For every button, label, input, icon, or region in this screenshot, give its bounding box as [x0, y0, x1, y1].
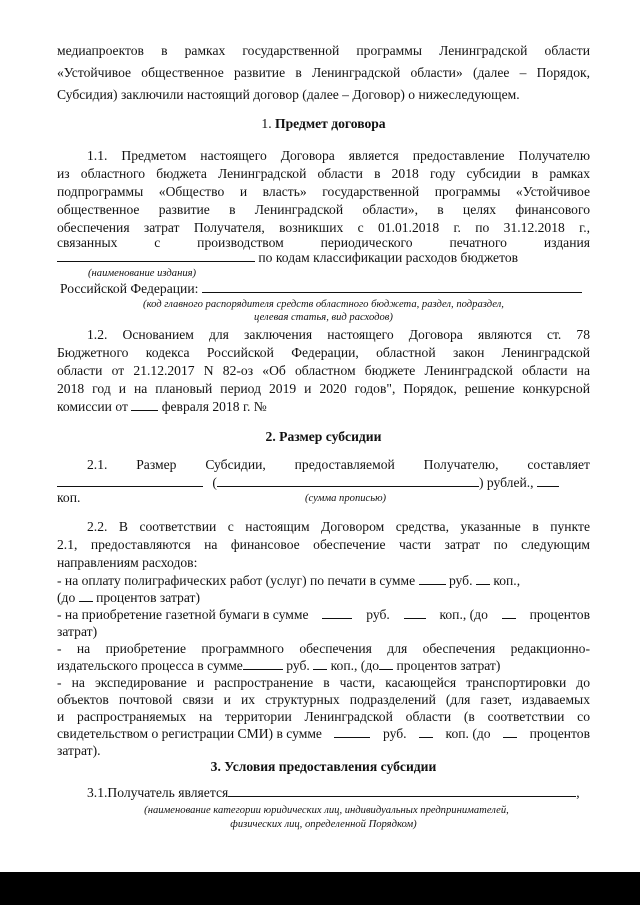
bullet-4-line-1: - на экспедирование и распространение в части, касающейся транспортировки до	[57, 675, 590, 690]
p21-line-1	[87, 456, 590, 473]
section-1-heading	[57, 115, 590, 132]
p11-line-6: связанных с производством периодического печатного издания	[57, 235, 590, 250]
sum-digits-blank[interactable]	[57, 474, 203, 487]
section-3-title: 3. Условия предоставления субсидии	[210, 759, 437, 774]
rf-prefix: Российской Федерации:	[60, 281, 199, 296]
b3-rub-blank[interactable]	[243, 657, 283, 670]
p31-line	[87, 784, 590, 801]
bullet-4-line-2: объектов почтовой связи и их структурных подразделений (для газет, издаваемых	[57, 692, 590, 707]
p12-line-2: Бюджетного кодекса Российской Федерации, областной закон Ленинградской	[57, 345, 590, 360]
scan-bottom-edge	[0, 872, 640, 905]
bullet-1-line-1	[57, 572, 590, 589]
b1-kop-blank[interactable]	[476, 572, 490, 585]
bullet-4-line-4	[57, 725, 590, 742]
note-codes-1: (код главного распорядителя средств областного бюджета, раздел, подраздел,	[143, 299, 504, 310]
b4-rub-blank[interactable]	[334, 725, 370, 738]
b4-rub: руб.	[382, 726, 407, 741]
p12-line-3: области от 21.12.2017 N 82-оз «Об областном бюджете Ленинградской области на	[57, 363, 590, 378]
section-2-title: 2. Размер субсидии	[265, 429, 382, 444]
p31-end: ,	[576, 785, 580, 800]
b3-kop-blank[interactable]	[313, 657, 327, 670]
sum-kop-blank[interactable]	[537, 474, 559, 487]
b1-close: процентов затрат)	[96, 590, 200, 605]
section-1-number: 1.	[261, 116, 272, 131]
bullet-4-line-3: и распространяемых на территории Ленинградской области (в соответствии со	[57, 709, 590, 724]
b3-percent: процентов затрат)	[396, 658, 501, 673]
edition-name-blank[interactable]	[57, 249, 255, 262]
b3-rub: руб.	[286, 658, 310, 673]
b2-text: - на приобретение газетной бумаги в сумме	[57, 607, 309, 622]
p21-word-6: составляет	[527, 457, 590, 472]
bullet-4-line-5: затрат).	[57, 743, 101, 758]
p21-word-1: 2.1.	[87, 457, 108, 472]
p12-line-5	[57, 398, 590, 415]
b1-open: (до	[57, 590, 76, 605]
p22-line-2: 2.1, предоставляются на финансовое обеспечение части затрат по следующим	[57, 537, 590, 552]
b2-kop-blank[interactable]	[404, 606, 426, 619]
b3-text: издательского процесса в сумме	[57, 658, 243, 673]
p21-rub: ) рублей.,	[478, 475, 534, 490]
p11-line-2: из областного бюджета Ленинградской области в 2018 году субсидии в рамках	[57, 166, 590, 181]
p12-last-a: комиссии от	[57, 399, 128, 414]
bullet-2-line-2: затрат)	[57, 624, 98, 639]
note-codes-2: целевая статья, вид расходов)	[254, 312, 393, 323]
p21-open-paren: (	[212, 475, 217, 490]
note-sum: (сумма прописью)	[305, 493, 387, 504]
b4-kop: коп. (до	[445, 726, 491, 741]
section-1-title: Предмет договора	[275, 116, 386, 131]
intro-line-2: «Устойчивое общественное развитие в Ленинградской области» (далее – Порядок,	[57, 65, 590, 80]
b2-rub: руб.	[366, 607, 390, 622]
bullet-3-line-2	[57, 657, 590, 674]
note-category-1: (наименование категории юридических лиц, индивидуальных предпринимателей,	[144, 805, 509, 816]
commission-day-blank[interactable]	[131, 398, 158, 411]
p12-last-b: февраля 2018 г. №	[161, 399, 267, 414]
bullet-2-line-1	[57, 606, 590, 623]
b1-rub-blank[interactable]	[419, 572, 446, 585]
b4-percent: процентов	[529, 726, 590, 741]
p11-line-3: подпрограммы «Общество и власть» государственной программы «Устойчивое	[57, 184, 590, 199]
note-category-2: физических лиц, определенной Порядком)	[230, 819, 417, 830]
p21-word-2: Размер	[136, 457, 177, 472]
b2-rub-blank[interactable]	[322, 606, 352, 619]
b2-kop: коп., (до	[439, 607, 488, 622]
p21-word-4: предоставляемой	[294, 457, 395, 472]
p12-line-4: 2018 год и на плановый период 2019 и 2020 годов", Порядок, решение конкурсной	[57, 381, 590, 396]
b1-rub: руб.	[448, 573, 473, 588]
sum-words-blank[interactable]	[217, 474, 479, 487]
rf-line	[60, 280, 593, 297]
p11-line-7	[57, 249, 590, 266]
intro-line-3: Субсидия) заключили настоящий договор (далее – Договор) о нижеследующем.	[57, 87, 520, 102]
recipient-category-blank[interactable]	[228, 784, 576, 797]
p11-line-5: обеспечения затрат Получателя, возникших с 01.01.2018 г. по 31.12.2018 г.,	[57, 220, 590, 235]
p11-line-4: общественное развитие в Ленинградской области», в целях финансового	[57, 202, 590, 217]
budget-code-blank[interactable]	[202, 280, 582, 293]
p31-text: 3.1.Получатель является	[87, 785, 229, 800]
b2-percent-blank[interactable]	[502, 606, 516, 619]
p21-word-3: Субсидии,	[205, 457, 266, 472]
b1-text: - на оплату полиграфических работ (услуг) по печати в сумме	[57, 573, 416, 588]
p21-kop: коп.	[57, 490, 81, 505]
p11-codes-text: по кодам классификации расходов бюджетов	[258, 250, 519, 265]
p21-word-5: Получателю,	[423, 457, 499, 472]
b1-percent-blank[interactable]	[79, 589, 93, 602]
b4-percent-blank[interactable]	[503, 725, 517, 738]
b4-kop-blank[interactable]	[419, 725, 433, 738]
intro-line-1: медиапроектов в рамках государственной программы Ленинградской области	[57, 43, 590, 58]
p22-line-1: 2.2. В соответствии с настоящим Договором средства, указанные в пункте	[87, 519, 590, 534]
bullet-1-line-2	[57, 589, 590, 606]
b2-percent: процентов	[529, 607, 590, 622]
b3-kop: коп., (до	[330, 658, 380, 673]
p22-line-3: направлениям расходов:	[57, 555, 198, 570]
bullet-3-line-1: - на приобретение программного обеспечения для обеспечения редакционно-	[57, 641, 590, 656]
b1-kop: коп.,	[493, 573, 521, 588]
p11-line-1: 1.1. Предметом настоящего Договора является предоставление Получателю	[87, 148, 590, 163]
b4-text: свидетельством о регистрации СМИ) в сумме	[57, 726, 322, 741]
b3-percent-blank[interactable]	[379, 657, 393, 670]
note-edition: (наименование издания)	[88, 268, 197, 279]
p12-line-1: 1.2. Основанием для заключения настоящего Договора являются ст. 78	[87, 327, 590, 342]
